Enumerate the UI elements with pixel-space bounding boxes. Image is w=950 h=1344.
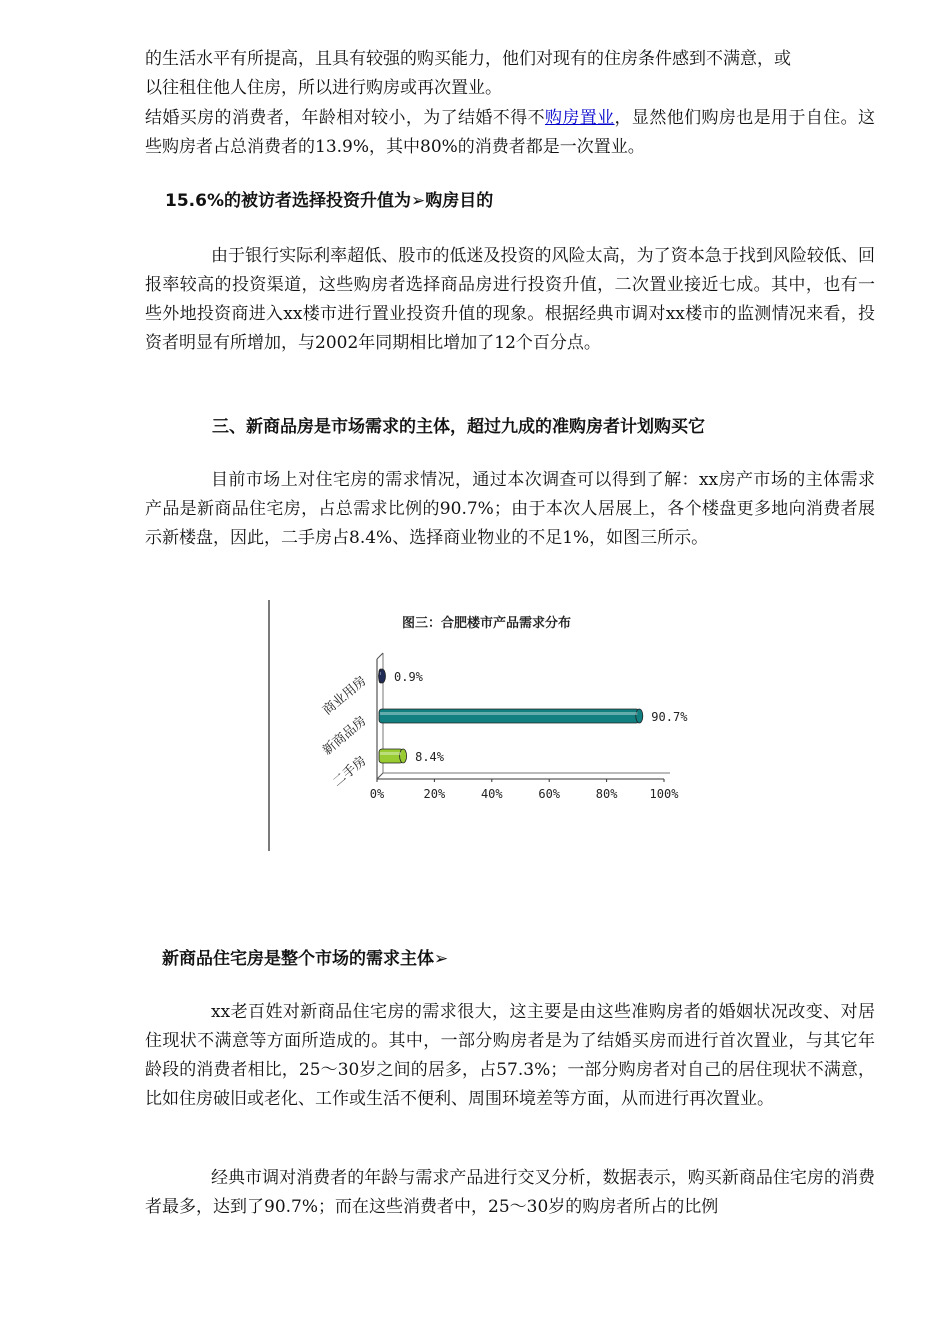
bar-chart <box>268 598 708 853</box>
chart-category-label: 新商品房 <box>320 713 370 759</box>
chart-value-label: 8.4% <box>415 750 445 764</box>
x-tick-label: 0% <box>369 787 385 801</box>
x-tick-label: 60% <box>538 787 561 801</box>
chart-bar-cap <box>379 669 386 683</box>
paragraph-new-housing-demand: xx老百姓对新商品住宅房的需求很大，这主要是由这些准购房者的婚姻状况改变、对居住现状不满意等方面所造成的。其中，一部分购房者是为了结婚买房而进行首次置业，与其它年龄段的消费者相比，25～30岁之间的居多，占57.3%；一部分购房者对自己的居住现状不满意，比如住房破旧或老化、工作或生活不便利、周围环境差等方面，从而进行再次置业。 <box>145 1002 875 1109</box>
chart-figure <box>268 598 708 857</box>
chart-labels <box>319 670 688 801</box>
heading-text: 新商品住宅房是整个市场的需求主体 <box>162 949 434 969</box>
section-heading-demand: 三、新商品房是市场需求的主体，超过九成的准购房者计划购买它 <box>212 417 705 437</box>
paragraph-cross-analysis: 经典市调对消费者的年龄与需求产品进行交叉分析，数据表示，购买新商品住宅房的消费者最多，达到了90.7%；而在这些消费者中，25～30岁的购房者所占的比例 <box>145 1168 875 1217</box>
house-purchase-link[interactable]: 购房置业 <box>544 108 615 128</box>
chart-value-label: 90.7% <box>651 710 688 724</box>
arrow-bullet-icon: ➢ <box>410 191 426 211</box>
x-tick-label: 100% <box>649 787 679 801</box>
paragraph-investment: 由于银行实际利率超低、股市的低迷及投资的风险太高，为了资本急于找到风险较低、回报率较高的投资渠道，这些购房者选择商品房进行投资升值，二次置业接近七成。其中，也有一些外地投资商进入xx楼市进行置业投资升值的现象。根据经典市调对xx楼市的监测情况来看，投资者明显有所增加，与2002年同期相比增加了12个百分点。 <box>145 246 875 353</box>
paragraph-text: ，显然他们购房也是用于自住。这些购房者占总消费者的13.9%，其中80%的消费者都是一次置业。 <box>145 108 876 157</box>
chart-bar <box>379 709 639 723</box>
chart-axis-corner <box>377 773 383 779</box>
chart-bar-cap <box>400 749 407 763</box>
chart-axis-corner <box>377 653 383 659</box>
heading-text: 15.6%的被访者选择投资升值为 <box>165 191 411 211</box>
paragraph-market-demand: 目前市场上对住宅房的需求情况，通过本次调查可以得到了解：xx房产市场的主体需求产品是新商品住宅房，占总需求比例的90.7%；由于本次人居展上，各个楼盘更多地向消费者展示新楼盘，因此，二手房占8.4%、选择商业物业的不足1%，如图三所示。 <box>145 470 875 548</box>
chart-value-label: 0.9% <box>394 670 423 684</box>
chart-title: 图三：合肥楼市产品需求分布 <box>402 616 572 631</box>
arrow-bullet-icon: ➢ <box>434 949 449 969</box>
chart-category-label: 二手房 <box>330 753 370 791</box>
x-tick-label: 40% <box>480 787 503 801</box>
chart-bar-highlight <box>380 672 381 675</box>
paragraph-line: 的生活水平有所提高，且具有较强的购买能力，他们对现有的住房条件感到不满意，或 <box>145 49 791 69</box>
x-tick-label: 20% <box>423 787 446 801</box>
section-heading-investment <box>165 186 493 211</box>
section-heading-main-demand <box>162 944 448 969</box>
paragraph-living-standard <box>145 45 875 103</box>
chart-bar-cap <box>636 709 643 723</box>
chart-bar-highlight <box>380 712 637 715</box>
paragraph-marriage-buyers <box>145 104 875 162</box>
chart-bar-highlight <box>380 752 401 755</box>
x-tick-label: 80% <box>595 787 618 801</box>
paragraph-text: 结婚买房的消费者，年龄相对较小，为了结婚不得不 <box>145 108 545 128</box>
heading-text: 购房目的 <box>425 191 494 211</box>
chart-category-label: 商业用房 <box>320 673 370 719</box>
paragraph-line: 以往租住他人住房，所以进行购房或再次置业。 <box>145 78 502 98</box>
